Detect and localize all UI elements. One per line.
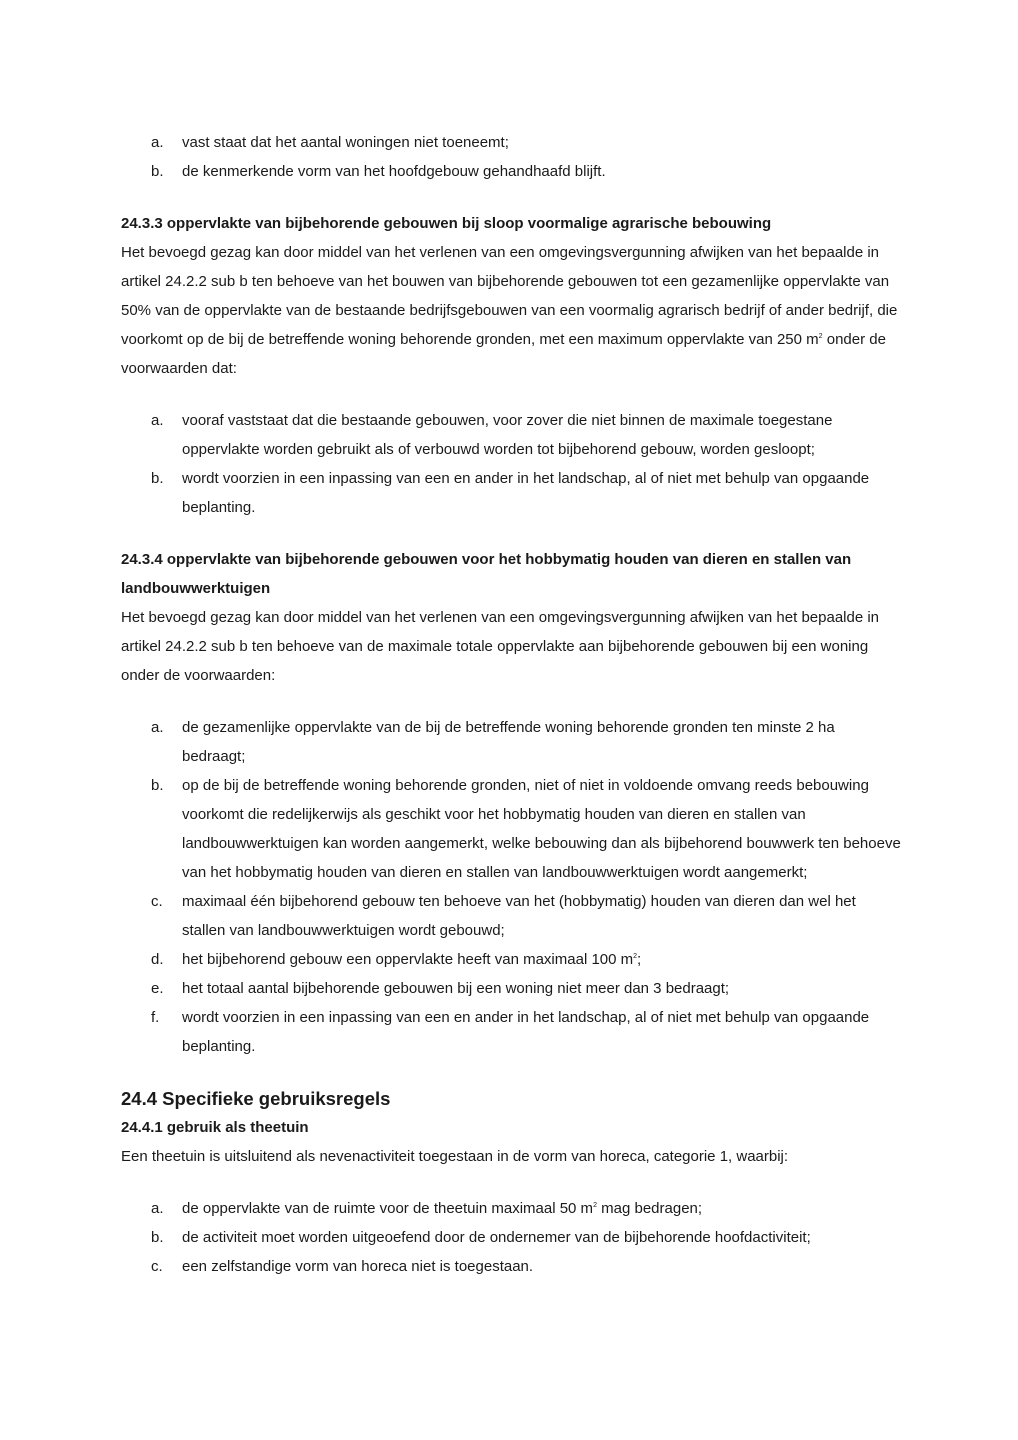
superscript: 2 bbox=[818, 333, 823, 340]
list-24-3-3 bbox=[121, 406, 901, 522]
list-24-4-1 bbox=[121, 1194, 901, 1281]
list-marker: a. bbox=[151, 412, 164, 429]
list-item bbox=[121, 1252, 901, 1281]
list-item-text: de gezamenlijke oppervlakte van de bij de betreffende woning behorende gronden ten minste 2 ha bedraagt; bbox=[182, 719, 835, 765]
list-item bbox=[121, 464, 901, 522]
list-item-text: vast staat dat het aantal woningen niet toeneemt; bbox=[182, 134, 509, 151]
section-heading-24-4-1: 24.4.1 gebruik als theetuin bbox=[121, 1119, 309, 1136]
list-item-text: de kenmerkende vorm van het hoofdgebouw gehandhaafd blijft. bbox=[182, 163, 606, 180]
list-marker: b. bbox=[151, 470, 164, 487]
list-marker: a. bbox=[151, 134, 164, 151]
list-24-3-4 bbox=[121, 713, 901, 1061]
list-marker: a. bbox=[151, 719, 164, 736]
list-item-text: een zelfstandige vorm van horeca niet is toegestaan. bbox=[182, 1258, 534, 1275]
list-marker: f. bbox=[151, 1009, 160, 1026]
list-item-text bbox=[182, 945, 901, 974]
list-marker: e. bbox=[151, 980, 164, 997]
list-item-text bbox=[182, 1194, 901, 1223]
list-item-text: op de bij de betreffende woning behorende gronden, niet of niet in voldoende omvang reeds bebouwing voorkomt die redelijkerwijs als geschikt voor het hobbymatig houden van dieren en stallen van landbouwwerktuigen kan worden aangemerkt, welke bebouwing dan als bijbehorend bouwwerk ten behoeve van het hobbymatig houden van dieren en stallen van landbouwwerktuigen wordt aangemerkt; bbox=[182, 777, 901, 881]
document-page bbox=[121, 128, 901, 1281]
list-item bbox=[121, 157, 901, 186]
list-item-text: wordt voorzien in een inpassing van een en ander in het landschap, al of niet met behulp van opgaande beplanting. bbox=[182, 1009, 870, 1055]
list-item bbox=[121, 1223, 901, 1252]
list-item-text: maximaal één bijbehorend gebouw ten behoeve van het (hobbymatig) houden van dieren dan wel het stallen van landbouwwerktuigen wordt gebouwd; bbox=[182, 893, 856, 939]
item-text-tail: ; bbox=[637, 951, 642, 968]
superscript: 2 bbox=[633, 953, 638, 960]
section-body-24-3-4: Het bevoegd gezag kan door middel van het verlenen van een omgevingsvergunning afwijken van het bepaalde in artikel 24.2.2 sub b ten behoeve van de maximale totale oppervlakte aan bijbehorende gebouwen bij een woning onder de voorwaarden: bbox=[121, 609, 880, 684]
list-item bbox=[121, 771, 901, 887]
list-item bbox=[121, 1003, 901, 1061]
superscript: 2 bbox=[593, 1202, 597, 1209]
list-item-text: het totaal aantal bijbehorende gebouwen bij een woning niet meer dan 3 bedraagt; bbox=[182, 980, 730, 997]
body-text: Het bevoegd gezag kan door middel van het verlenen van een omgevingsvergunning afwijken van het bepaalde in artikel 24.2.2 sub b ten behoeve van het bouwen van bijbehorende gebouwen tot een gezamenlijke oppervlakte van 50% van de oppervlakte van de bestaande bedrijfsgebouwen van een voormalig agrarisch bedrijf of ander bedrijf, die voorkomt op de bij de betreffende woning behorende gronden, met een maximum oppervlakte van 250 bbox=[121, 244, 898, 348]
list-marker: c. bbox=[151, 893, 163, 910]
list-item bbox=[121, 945, 901, 974]
list-marker: b. bbox=[151, 1229, 164, 1246]
item-text-main: het bijbehorend gebouw een oppervlakte heeft van maximaal 100 m bbox=[182, 951, 634, 968]
list-item-text: wordt voorzien in een inpassing van een en ander in het landschap, al of niet met behulp van opgaande beplanting. bbox=[182, 470, 870, 516]
list-marker: b. bbox=[151, 777, 164, 794]
list-item-text: vooraf vaststaat dat die bestaande gebouwen, voor zover die niet binnen de maximale toegestane oppervlakte worden gebruikt als of verbouwd worden tot bijbehorend gebouw, worden gesloopt; bbox=[182, 412, 833, 458]
section-heading-24-4: 24.4 Specifieke gebruiksregels bbox=[121, 1088, 391, 1109]
list-marker: c. bbox=[151, 1258, 163, 1275]
section-body-24-4-1: Een theetuin is uitsluitend als nevenactiviteit toegestaan in de vorm van horeca, categorie 1, waarbij: bbox=[121, 1148, 789, 1165]
intro-list bbox=[121, 128, 901, 186]
list-item bbox=[121, 406, 901, 464]
list-item-text: de activiteit moet worden uitgeoefend door de ondernemer van de bijbehorende hoofdactiviteit; bbox=[182, 1229, 811, 1246]
list-item bbox=[121, 1194, 901, 1223]
list-item bbox=[121, 974, 901, 1003]
list-marker: d. bbox=[151, 951, 164, 968]
list-marker: a. bbox=[151, 1200, 164, 1217]
unit-text: m bbox=[806, 331, 819, 348]
section-heading-24-3-3: 24.3.3 oppervlakte van bijbehorende gebouwen bij sloop voormalige agrarische bebouwing bbox=[121, 215, 772, 232]
section-heading-24-3-4: 24.3.4 oppervlakte van bijbehorende gebouwen voor het hobbymatig houden van dieren en stallen van landbouwwerktuigen bbox=[121, 551, 852, 597]
item-text-tail: mag bedragen; bbox=[596, 1200, 703, 1217]
list-item bbox=[121, 713, 901, 771]
body-text-end: onder de voorwaarden dat: bbox=[121, 331, 886, 377]
item-text-main: de oppervlakte van de ruimte voor de theetuin maximaal 50 m bbox=[182, 1200, 594, 1217]
list-item bbox=[121, 128, 901, 157]
list-item bbox=[121, 887, 901, 945]
list-marker: b. bbox=[151, 163, 164, 180]
section-body-24-3-3 bbox=[121, 238, 901, 383]
